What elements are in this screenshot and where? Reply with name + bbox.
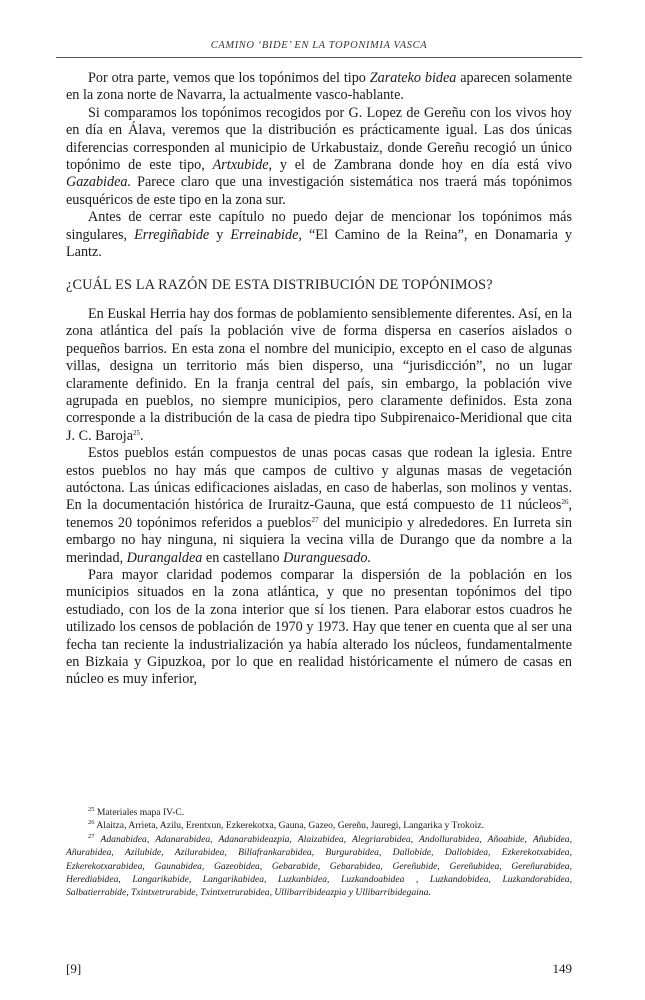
footnote-27: $^{27}$ Adanabidea, Adanarabidea, Adanarabideazpia, Alaizabidea, Alegriarabidea, Andollurabidea, Añoabide, Añubidea, Añurabidea, Azilubide, Azilurabidea, Billafrankarabidea, Burgurabidea, Dallobide, Dallobidea, Ezkerekotxabidea, Ezkerekotxarabidea, Gaunabidea, Gazeobidea, Gebarabide, Gebarabidea, Gereñubide, Gereñubidea, Gereñurabidea, Herediabidea, Langarikabide, Langarikabidea, Luzkanbidea, Luzkandoabidea , Luzkandobidea, Luzkandorabidea, Salbatierrabide, Txintxetrurabide, Txintxetrurabidea, Ullibarribideazpia y Ullibarribidegaina. — [66, 832, 572, 899]
main-text — [66, 70, 572, 689]
footnote-26: $^{26}$ Alaitza, Arrieta, Azilu, Erentxun, Ezkerekotxa, Gauna, Gazeo, Gereñu, Jauregi, Langarika y Trokoiz. — [88, 819, 484, 832]
running-head: CAMINO ‘BIDE’ EN LA TOPONIMIA VASCA — [210, 40, 428, 51]
paragraph-2: Si comparamos los topónimos recogidos por G. Lopez de Gereñu con los vivos hoy en día en Álava, veremos que la distribución es prácticamente igual. Las dos únicas diferencias corresponden al municipio de Urkabustaiz, donde Gereñu recogió un único topónimo de este tipo, Artxubide, y el de Zambrana donde hoy en día está vivo Gazabidea. Parece claro que una investigación sistemática nos traerá más topónimos eusquéricos de este tipo en la zona sur. — [66, 104, 572, 208]
paragraph-4: En Euskal Herria hay dos formas de poblamiento sensiblemente diferentes. Así, en la zona atlántica del país la población vive de forma dispersa en caseríos aislados o pequeños barrios. En esta zona el nombre del municipio, excepto en el caso de algunas villas, designa un territorio más bien disperso, una “jurisdicción”, no un lugar claramente definido. En la franja central del país, sin embargo, la población vive agrupada en pueblos, no siempre municipios, pero claramente definidos. Esta zona corresponde a la distribución de la casa de piedra tipo Subpirenaico-Meridional que cita J. C. Baroja$^{25}$. — [66, 305, 572, 444]
paragraph-1: Por otra parte, vemos que los topónimos del tipo Zarateko bidea aparecen solamente en la zona norte de Navarra, la actualmente vasco-hablante. — [66, 70, 573, 104]
paragraph-3: Antes de cerrar este capítulo no puedo dejar de mencionar los topónimos más singulares, Erregiñabide y Erreinabide, “El Camino de la Reina”, en Donamaria y Lantz. — [66, 209, 572, 261]
footer-section-number: [9] — [66, 961, 82, 976]
section-heading: ¿CUÁL ES LA RAZÓN DE ESTA DISTRIBUCIÓN DE TOPÓNIMOS? — [66, 277, 493, 294]
header-rule — [56, 57, 582, 58]
footnote-25: $^{25}$ Materiales mapa IV-C. — [88, 806, 185, 818]
footnote-ref-25: 25 — [133, 428, 140, 437]
footnote-ref-27: 27 — [311, 515, 319, 524]
paragraph-6: Para mayor claridad podemos comparar la dispersión de la población en los municipios situados en la zona atlántica, y que no presentan topónimos del tipo estudiado, con los de la zona interior que sí los tienen. Para elaborar estos cuadros he utilizado los censos de población de 1970 y 1973. Hay que tener en cuenta que al ser una fecha tan reciente la industrialización ya había alterado los núcleos, fundamentalmente en Bizkaia y Gipuzkoa, por lo que en realidad históricamente el número de casas en núcleo es muy inferior, — [66, 566, 572, 688]
footnote-ref-26: 26 — [561, 498, 569, 507]
paragraph-5: Estos pueblos están compuestos de unas pocas casas que rodean la iglesia. Entre estos pueblos no hay más que campos de cultivo y algunas masas de vegetación autóctona. Las únicas edificaciones aisladas, en caso de haberlas, son molinos y ventas. En la documentación histórica de Iruraitz-Gauna, que está compuesto de 11 núcleos$^{26}$, tenemos 20 topónimos referidos a pueblos$^{27}$ del municipio y alrededores. En Iurreta sin embargo no hay ninguna, ni siquiera la vecina villa de Durango que da nombre a la merindad, Durangaldea en castellano Duranguesado. — [66, 445, 572, 566]
page-number: 149 — [552, 961, 572, 976]
footnotes — [66, 806, 572, 900]
